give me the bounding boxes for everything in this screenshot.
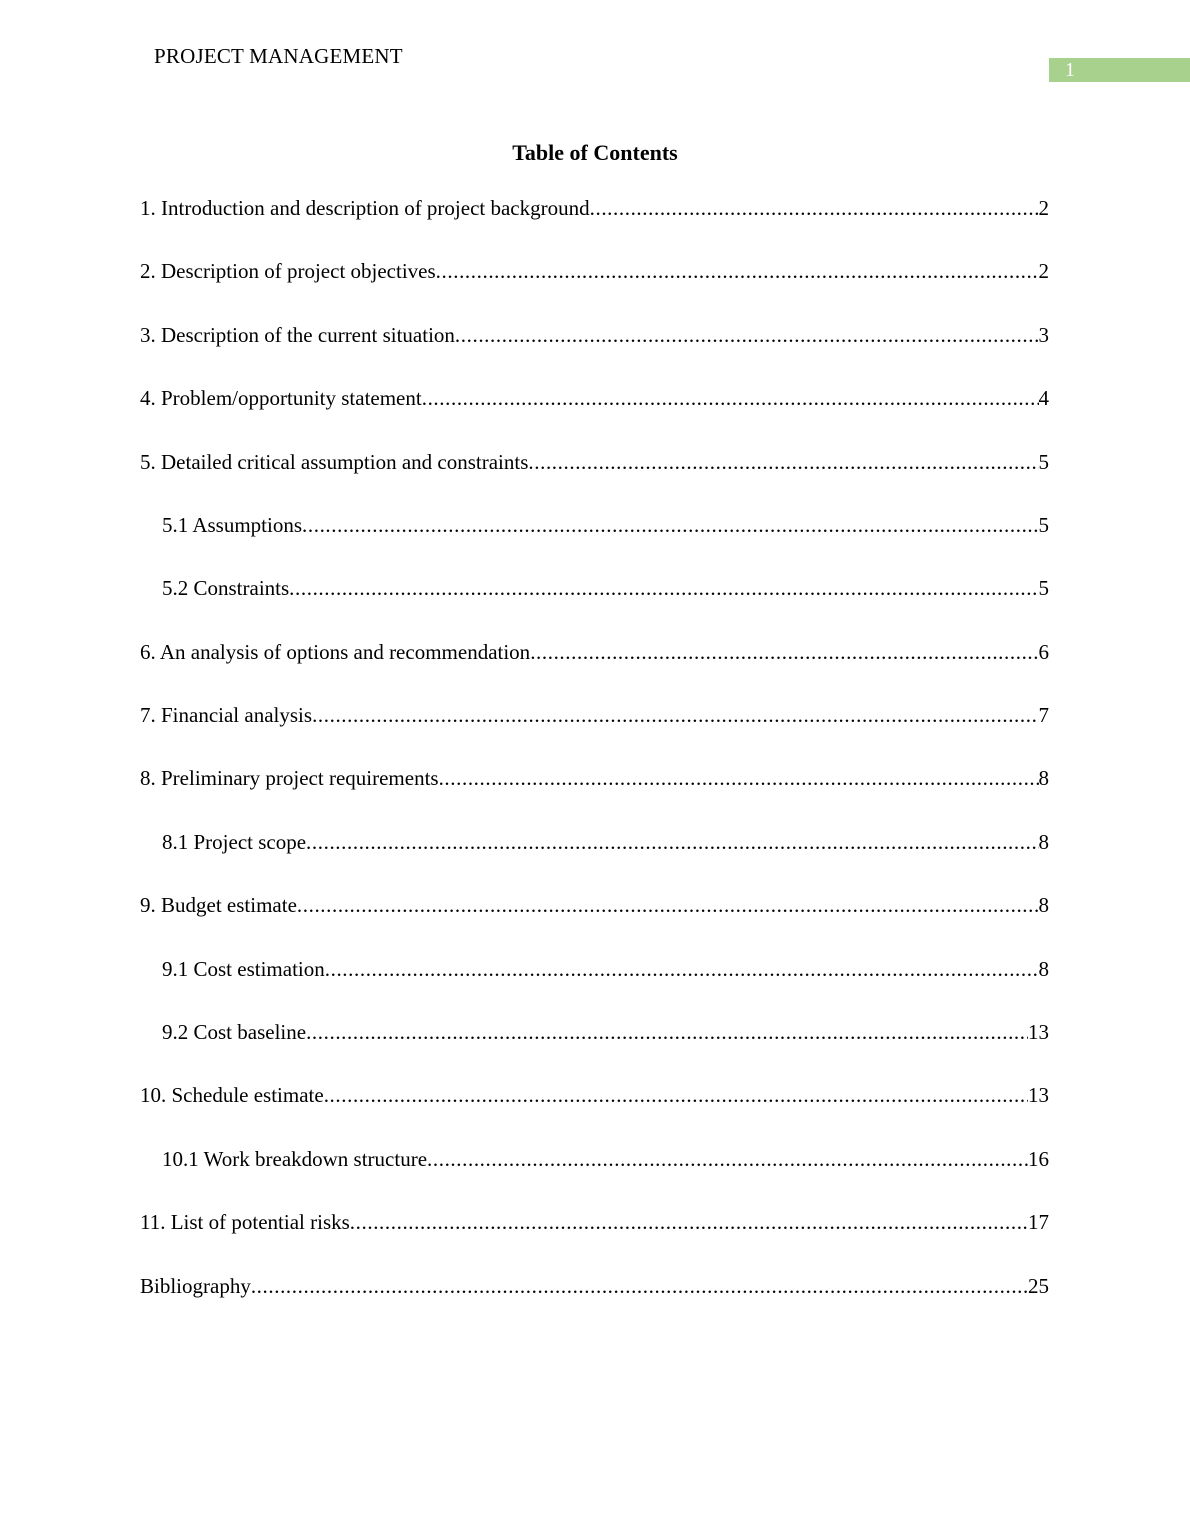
toc-entry-assumptions-constraints[interactable] — [140, 447, 1049, 477]
toc-entry-schedule-estimate[interactable] — [140, 1080, 1049, 1110]
toc-entry-label: 7. Financial analysis — [140, 703, 313, 727]
dot-leader — [590, 193, 1039, 223]
toc-entry-options-analysis[interactable] — [140, 637, 1049, 667]
toc-entry-budget-estimate[interactable] — [140, 890, 1049, 920]
toc-entry-page: 8 — [1038, 957, 1049, 981]
dot-leader — [251, 1271, 1028, 1301]
toc-entry-page: 8 — [1038, 766, 1049, 790]
toc-entry-page: 5 — [1038, 576, 1049, 600]
toc-entry-assumptions[interactable] — [162, 510, 1049, 540]
toc-entry-project-scope[interactable] — [162, 827, 1049, 857]
toc-entry-page: 5 — [1038, 513, 1049, 537]
toc-entry-label: 8. Preliminary project requirements — [140, 766, 439, 790]
toc-entry-page: 16 — [1028, 1147, 1049, 1171]
toc-entry-page: 3 — [1038, 323, 1049, 347]
toc-entry-page: 7 — [1038, 703, 1049, 727]
toc-entry-page: 2 — [1038, 196, 1049, 220]
toc-entry-label: 11. List of potential risks — [140, 1210, 350, 1234]
dot-leader — [324, 1080, 1028, 1110]
page-number-badge: 1 — [1049, 58, 1190, 82]
dot-leader — [306, 827, 1038, 857]
toc-entry-label: 10.1 Work breakdown structure — [162, 1147, 428, 1171]
dot-leader — [302, 510, 1038, 540]
toc-entry-bibliography[interactable] — [140, 1271, 1049, 1301]
running-head: PROJECT MANAGEMENT — [154, 44, 403, 68]
dot-leader — [427, 1144, 1028, 1174]
toc-entry-page: 4 — [1038, 386, 1049, 410]
toc-entry-label: 3. Description of the current situation — [140, 323, 455, 347]
toc-entry-label: 5.1 Assumptions — [162, 513, 303, 537]
dot-leader — [528, 447, 1038, 477]
toc-entry-current-situation[interactable] — [140, 320, 1049, 350]
dot-leader — [439, 763, 1039, 793]
toc-entry-label: 1. Introduction and description of project background — [140, 196, 590, 220]
dot-leader — [436, 256, 1039, 286]
toc-entry-page: 13 — [1028, 1020, 1049, 1044]
toc-entry-potential-risks[interactable] — [140, 1207, 1049, 1237]
toc-entry-page: 8 — [1038, 830, 1049, 854]
dot-leader — [530, 637, 1038, 667]
dot-leader — [306, 1017, 1028, 1047]
toc-entry-label: 9.2 Cost baseline — [162, 1020, 307, 1044]
toc-entry-label: 5. Detailed critical assumption and constraints — [140, 450, 529, 474]
toc-entry-page: 25 — [1028, 1274, 1049, 1298]
toc-entry-page: 13 — [1028, 1083, 1049, 1107]
toc-entry-label: 5.2 Constraints — [162, 576, 290, 600]
dot-leader — [297, 890, 1039, 920]
toc-entry-label: Bibliography — [140, 1274, 251, 1298]
toc-entry-label: 9.1 Cost estimation — [162, 957, 325, 981]
toc-entry-label: 6. An analysis of options and recommendation — [140, 640, 531, 664]
toc-entry-introduction[interactable] — [140, 193, 1049, 223]
dot-leader — [422, 383, 1039, 413]
dot-leader — [312, 700, 1038, 730]
dot-leader — [350, 1207, 1028, 1237]
toc-entry-work-breakdown-structure[interactable] — [162, 1144, 1049, 1174]
toc-entry-financial-analysis[interactable] — [140, 700, 1049, 730]
toc-entry-problem-statement[interactable] — [140, 383, 1049, 413]
toc-entry-page: 8 — [1038, 893, 1049, 917]
toc-title: Table of Contents — [512, 140, 678, 165]
toc-entry-label: 2. Description of project objectives — [140, 259, 436, 283]
dot-leader — [325, 954, 1039, 984]
dot-leader — [455, 320, 1039, 350]
toc-entry-project-requirements[interactable] — [140, 763, 1049, 793]
toc-entry-constraints[interactable] — [162, 573, 1049, 603]
toc-entry-page: 17 — [1028, 1210, 1049, 1234]
dot-leader — [289, 573, 1038, 603]
toc-entry-cost-baseline[interactable] — [162, 1017, 1049, 1047]
toc-entry-page: 6 — [1038, 640, 1049, 664]
toc-entry-project-objectives[interactable] — [140, 256, 1049, 286]
toc-entry-label: 8.1 Project scope — [162, 830, 307, 854]
toc-entry-page: 2 — [1038, 259, 1049, 283]
toc-entry-label: 4. Problem/opportunity statement — [140, 386, 422, 410]
toc-entry-page: 5 — [1038, 450, 1049, 474]
toc-entry-cost-estimation[interactable] — [162, 954, 1049, 984]
toc-entry-label: 9. Budget estimate — [140, 893, 297, 917]
toc-entry-label: 10. Schedule estimate — [140, 1083, 324, 1107]
